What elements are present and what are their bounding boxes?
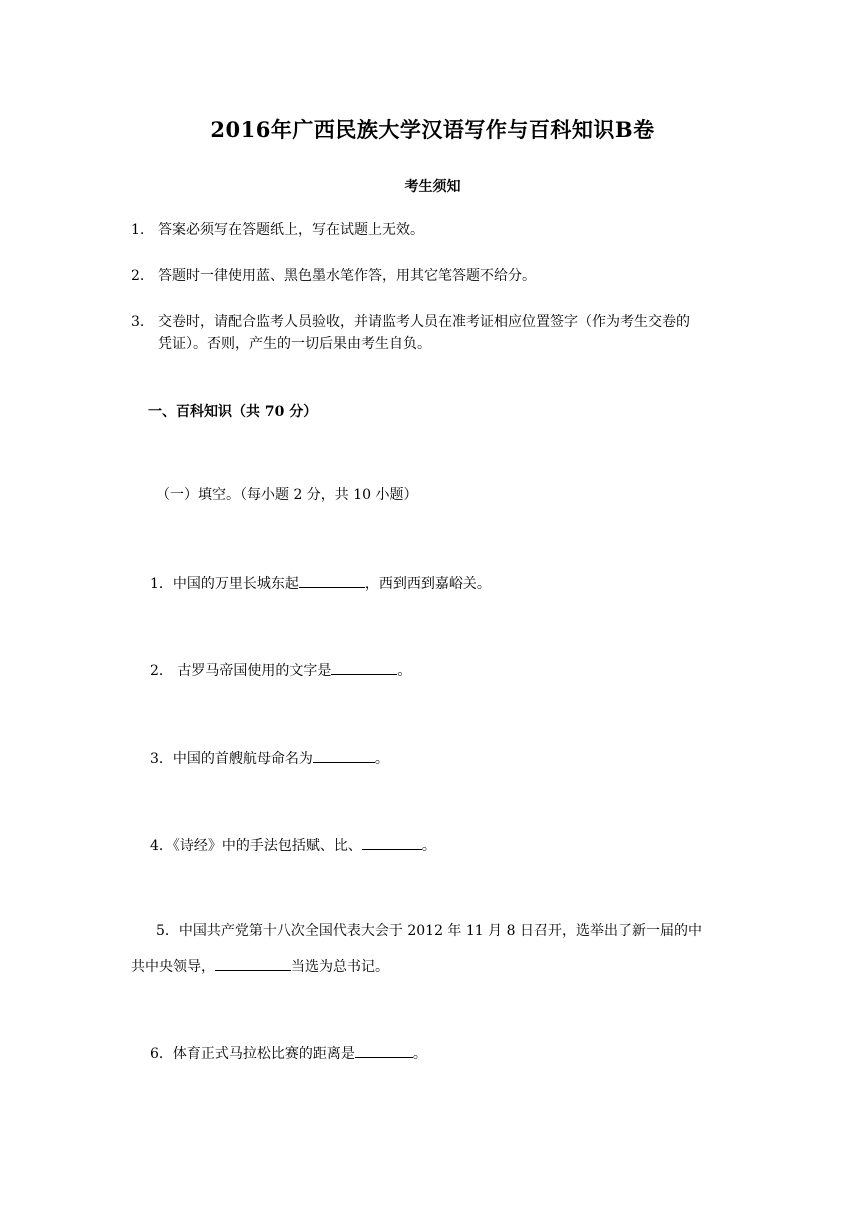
document-title: 2016年广西民族大学汉语写作与百科知识B卷 xyxy=(210,117,655,142)
notice-item-3-continuation: 凭证）。否则，产生的一切后果由考生自负。 xyxy=(158,336,431,352)
question-text: 。 xyxy=(412,1046,427,1062)
notice-item-number: 3. xyxy=(131,314,145,330)
question-1 xyxy=(150,572,491,595)
question-text: 。 xyxy=(374,751,389,767)
notice-item-2 xyxy=(131,265,536,287)
question-3 xyxy=(150,747,389,770)
notice-item-text: 答题时一律使用蓝、黑色墨水笔作答，用其它笔答题不给分。 xyxy=(158,268,536,284)
question-6 xyxy=(150,1042,427,1065)
question-text: ，西到西到嘉峪关。 xyxy=(364,576,491,592)
notice-heading: 考生须知 xyxy=(404,179,461,195)
answer-blank xyxy=(355,1042,413,1058)
answer-blank xyxy=(331,659,397,675)
question-text: 6．体育正式马拉松比赛的距离是 xyxy=(150,1046,355,1062)
answer-blank xyxy=(313,747,375,763)
question-text: 共中央领导， xyxy=(131,959,215,975)
notice-item-text: 交卷时，请配合监考人员验收，并请监考人员在准考证相应位置签字（作为考生交卷的 xyxy=(158,314,690,330)
question-5 xyxy=(156,920,702,942)
question-text: 当选为总书记。 xyxy=(291,959,389,975)
notice-item-text: 答案必须写在答题纸上，写在试题上无效。 xyxy=(158,222,424,238)
question-2 xyxy=(150,659,411,682)
notice-item-number: 2. xyxy=(131,268,145,284)
answer-blank xyxy=(362,834,422,850)
question-text: 1．中国的万里长城东起 xyxy=(150,576,299,592)
notice-item-1 xyxy=(131,219,424,241)
notice-item-3 xyxy=(131,311,690,333)
section-heading: 一、百科知识（共 70 分） xyxy=(148,404,318,420)
notice-item-number: 1. xyxy=(131,222,145,238)
answer-blank xyxy=(299,572,365,588)
question-5-continuation xyxy=(131,955,389,978)
subsection-heading: （一）填空。（每小题 2 分，共 10 小题） xyxy=(156,487,418,503)
question-text: 2． 古罗马帝国使用的文字是 xyxy=(150,663,332,679)
question-text: 4．《诗经》中的手法包括赋、比、 xyxy=(150,838,362,854)
question-text: 。 xyxy=(421,838,436,854)
question-text: 。 xyxy=(397,663,412,679)
question-4 xyxy=(150,834,436,857)
question-text: 5．中国共产党第十八次全国代表大会于 2012 年 11 月 8 日召开，选举出了新一届的中 xyxy=(156,923,702,939)
answer-blank xyxy=(215,955,291,971)
question-text: 3．中国的首艘航母命名为 xyxy=(150,751,313,767)
